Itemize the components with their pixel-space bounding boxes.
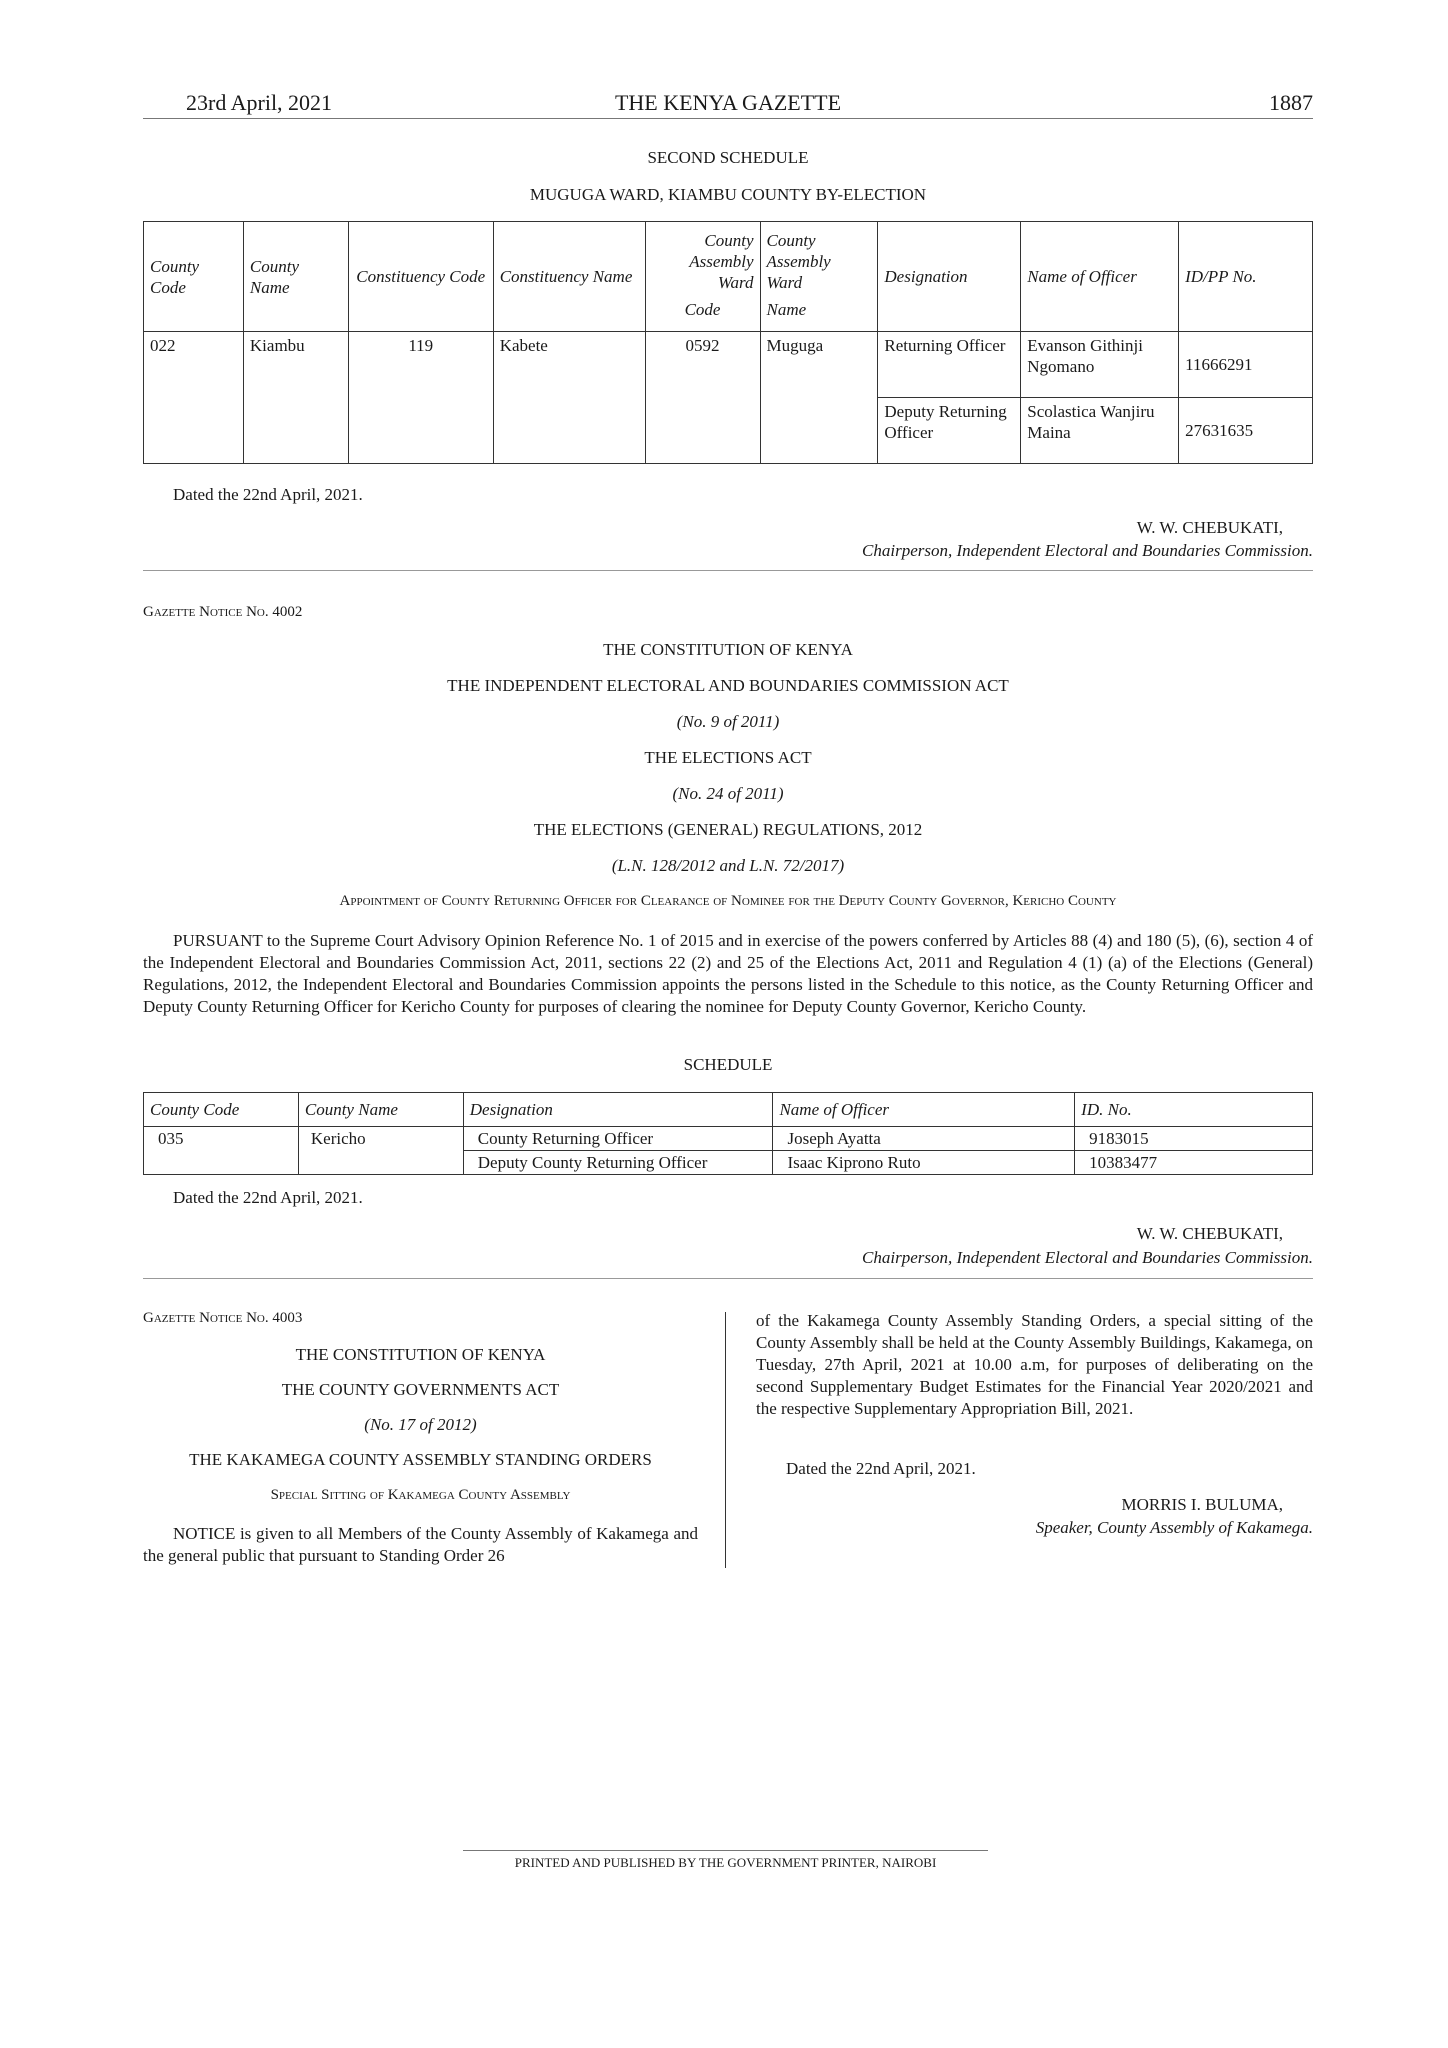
col-name-of-officer: Name of Officer bbox=[773, 1093, 1075, 1127]
dated-line: Dated the 22nd April, 2021. bbox=[173, 485, 363, 504]
cell-officer-id: 27631635 bbox=[1179, 398, 1313, 464]
signatory: W. W. CHEBUKATI, bbox=[1136, 1224, 1283, 1243]
col-constituency-code: Constituency Code bbox=[348, 222, 493, 332]
signatory-title: Chairperson, Independent Electoral and Boundaries Commission. bbox=[862, 541, 1313, 560]
act-number: (L.N. 128/2012 and L.N. 72/2017) bbox=[611, 856, 845, 875]
schedule-title: SCHEDULE bbox=[683, 1055, 773, 1074]
dated-line: Dated the 22nd April, 2021. bbox=[786, 1459, 976, 1478]
cell-county-code: 035 bbox=[144, 1127, 299, 1175]
gazette-notice-number: Gazette Notice No. 4002 bbox=[143, 604, 303, 620]
cell-officer-id: 10383477 bbox=[1075, 1151, 1313, 1175]
act-title: THE ELECTIONS (GENERAL) REGULATIONS, 2012 bbox=[533, 820, 923, 839]
table-row bbox=[144, 1127, 1313, 1151]
act-title: THE COUNTY GOVERNMENTS ACT bbox=[281, 1380, 560, 1399]
column-divider bbox=[725, 1312, 726, 1568]
col-ward-name bbox=[760, 222, 878, 332]
act-title: THE CONSTITUTION OF KENYA bbox=[295, 1345, 546, 1364]
cell-designation: County Returning Officer bbox=[463, 1127, 773, 1151]
act-title: THE KAKAMEGA COUNTY ASSEMBLY STANDING ORDERS bbox=[189, 1450, 652, 1469]
act-number: (No. 17 of 2012) bbox=[364, 1415, 477, 1434]
cell-officer-id: 11666291 bbox=[1179, 332, 1313, 398]
col-county-code: County Code bbox=[144, 222, 244, 332]
notice-body-right: of the Kakamega County Assembly Standing Orders, a special sitting of the County Assembly shall be held at the County Assembly Buildings, Kakamega, on Tuesday, 27th April, 2021 at 10.00 a.m, for purposes of deliberating on the second Supplementary Budget Estimates for the Financial Year 2020/2021 and the respective Supplementary Appropriation Bill, 2021. bbox=[756, 1311, 1313, 1418]
cell-county-code: 022 bbox=[144, 332, 244, 464]
signatory-title: Chairperson, Independent Electoral and Boundaries Commission. bbox=[862, 1248, 1313, 1267]
header-date: 23rd April, 2021 bbox=[186, 90, 333, 115]
act-title: THE CONSTITUTION OF KENYA bbox=[603, 640, 853, 659]
cell-officer-name: Evanson Githinji Ngomano bbox=[1021, 332, 1179, 398]
officers-table bbox=[143, 221, 1313, 464]
col-county-name: County Name bbox=[243, 222, 348, 332]
col-ward-name-sub: Name bbox=[766, 300, 807, 319]
table-row bbox=[144, 332, 1313, 398]
cell-ward-name: Muguga bbox=[760, 332, 878, 464]
cell-county-name: Kiambu bbox=[243, 332, 348, 464]
notice-body: PURSUANT to the Supreme Court Advisory Opinion Reference No. 1 of 2015 and in exercise of the powers conferred by Articles 88 (4) and 180 (5), (6), section 4 of the Independent Electoral and Boundaries Commission Act, 2011, sections 22 (2) and 25 of the Elections Act, 2011 and Regulation 4 (1) (a) of the Elections (General) Regulations, 2012, the Independent Electoral and Boundaries Commission appoints the persons listed in the Schedule to this notice, as the County Returning Officer and Deputy County Returning Officer for Kericho County for purposes of clearing the nominee for Deputy County Governor, Kericho County. bbox=[143, 931, 1313, 1016]
col-id-pp-no: ID/PP No. bbox=[1179, 222, 1313, 332]
act-number: (No. 24 of 2011) bbox=[672, 784, 784, 803]
header-page-number: 1887 bbox=[1269, 90, 1313, 115]
divider bbox=[143, 1278, 1313, 1279]
col-county-code: County Code bbox=[144, 1093, 299, 1127]
cell-ward-code: 0592 bbox=[645, 332, 760, 464]
cell-constituency-name: Kabete bbox=[493, 332, 645, 464]
notice-heading: Special Sitting of Kakamega County Assembly bbox=[270, 1487, 571, 1503]
header-title: THE KENYA GAZETTE bbox=[614, 90, 842, 115]
cell-designation: Deputy Returning Officer bbox=[878, 398, 1021, 464]
cell-officer-id: 9183015 bbox=[1075, 1127, 1313, 1151]
col-ward-name-label: County Assembly Ward bbox=[766, 231, 831, 292]
act-title: THE INDEPENDENT ELECTORAL AND BOUNDARIES COMMISSION ACT bbox=[447, 676, 1009, 695]
col-id-no: ID. No. bbox=[1075, 1093, 1313, 1127]
cell-officer-name: Isaac Kiprono Ruto bbox=[773, 1151, 1075, 1175]
cell-officer-name: Scolastica Wanjiru Maina bbox=[1021, 398, 1179, 464]
col-designation: Designation bbox=[878, 222, 1021, 332]
signatory: W. W. CHEBUKATI, bbox=[1136, 518, 1283, 537]
notice-body-left: NOTICE is given to all Members of the County Assembly of Kakamega and the general public that pursuant to Standing Order 26 bbox=[143, 1524, 698, 1565]
act-number: (No. 9 of 2011) bbox=[676, 712, 780, 731]
notice-heading: Appointment of County Returning Officer for Clearance of Nominee for the Deputy County Governor, Kericho County bbox=[339, 893, 1117, 909]
col-designation: Designation bbox=[463, 1093, 773, 1127]
col-constituency-name: Constituency Name bbox=[493, 222, 645, 332]
col-county-name: County Name bbox=[298, 1093, 463, 1127]
dated-line: Dated the 22nd April, 2021. bbox=[173, 1188, 363, 1207]
gazette-notice-number: Gazette Notice No. 4003 bbox=[143, 1310, 303, 1326]
schedule-subtitle: MUGUGA WARD, KIAMBU COUNTY BY-ELECTION bbox=[529, 185, 927, 204]
signatory: MORRIS I. BULUMA, bbox=[1121, 1495, 1283, 1514]
act-title: THE ELECTIONS ACT bbox=[644, 748, 812, 767]
schedule-title: SECOND SCHEDULE bbox=[647, 148, 809, 167]
cell-county-name: Kericho bbox=[298, 1127, 463, 1175]
col-ward-code-label: County Assembly Ward bbox=[689, 231, 754, 292]
col-ward-code-sub: Code bbox=[684, 300, 721, 319]
footer: PRINTED AND PUBLISHED BY THE GOVERNMENT PRINTER, NAIROBI bbox=[463, 1850, 988, 1871]
cell-designation: Returning Officer bbox=[878, 332, 1021, 398]
cell-designation: Deputy County Returning Officer bbox=[463, 1151, 773, 1175]
col-name-of-officer: Name of Officer bbox=[1021, 222, 1179, 332]
cell-constituency-code: 119 bbox=[348, 332, 493, 464]
cell-officer-name: Joseph Ayatta bbox=[773, 1127, 1075, 1151]
schedule-table bbox=[143, 1092, 1313, 1175]
divider bbox=[143, 570, 1313, 571]
col-ward-code bbox=[645, 222, 760, 332]
signatory-title: Speaker, County Assembly of Kakamega. bbox=[1035, 1518, 1313, 1537]
page-header bbox=[143, 88, 1313, 119]
